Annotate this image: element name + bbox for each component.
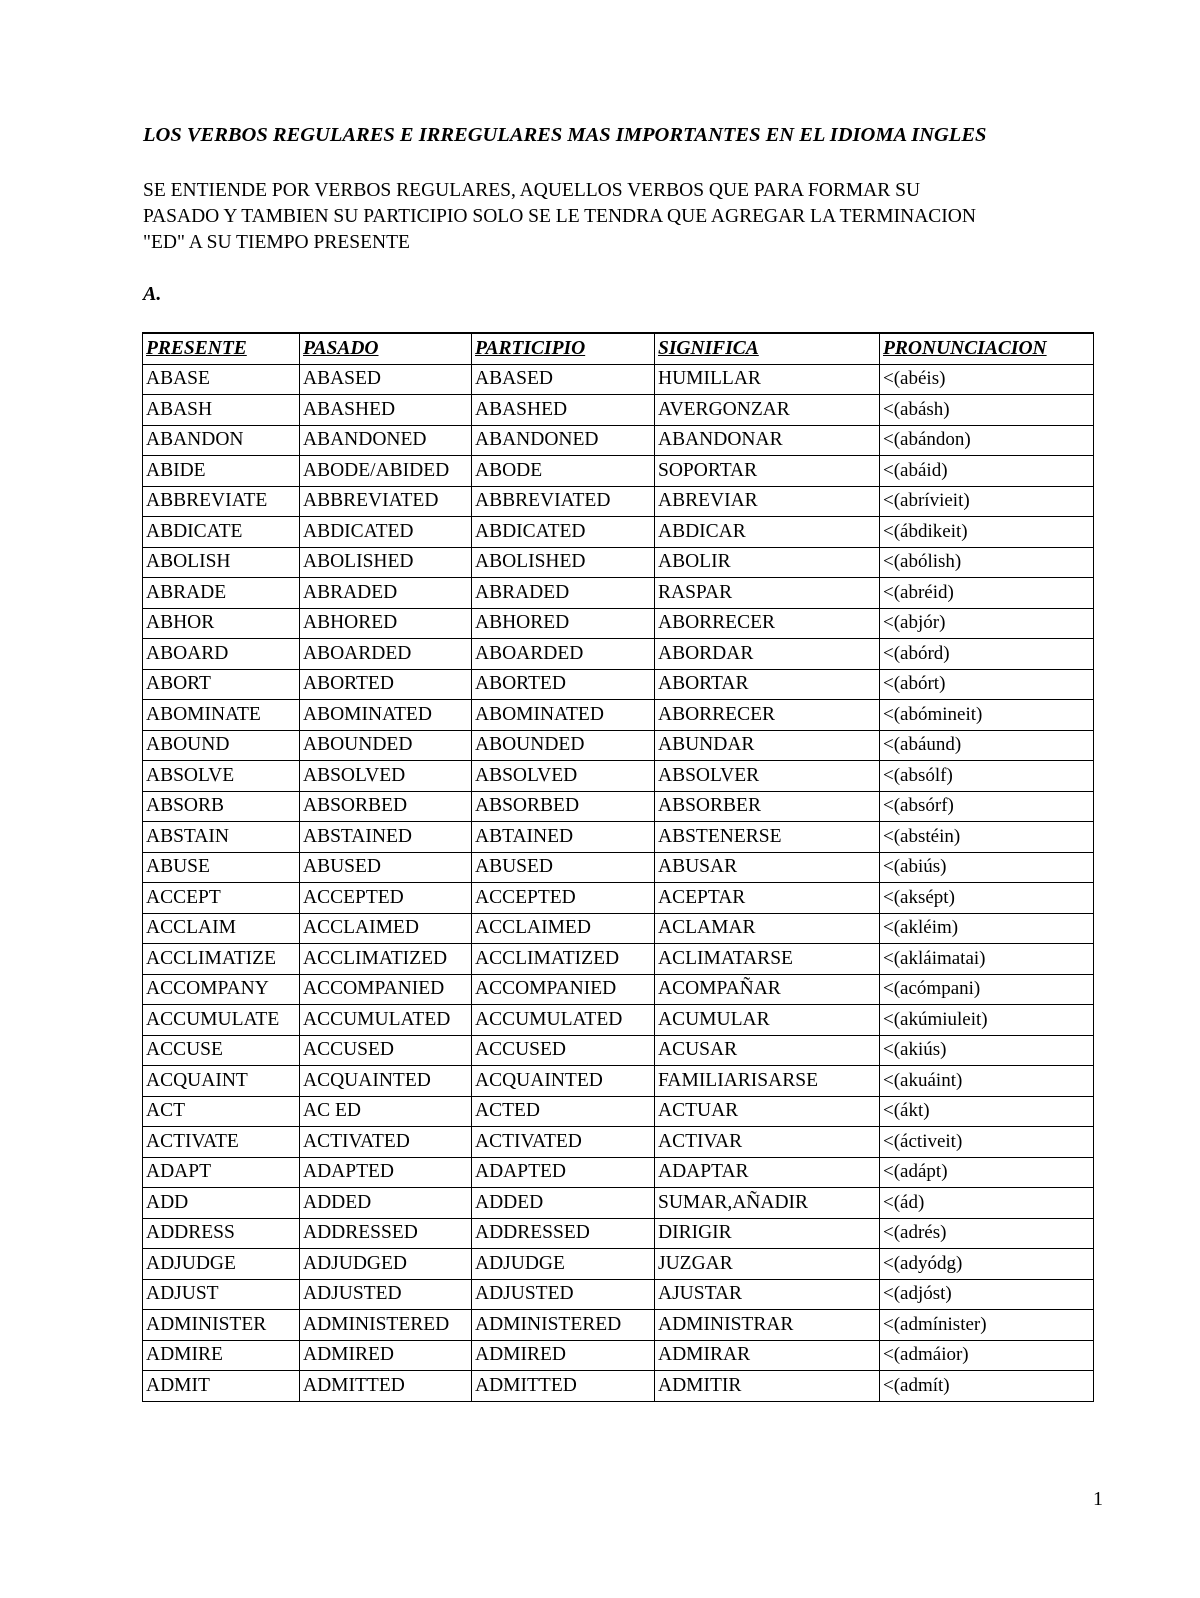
significa-cell: ADMINISTRAR [655,1310,880,1341]
pasado-cell: ABORTED [300,669,472,700]
significa-cell: ABORDAR [655,639,880,670]
pronunciacion-cell: <(ábdikeit) [880,517,1094,548]
pasado-cell: ADMITTED [300,1371,472,1402]
participio-cell: ADMITTED [472,1371,655,1402]
participio-cell: ABTAINED [472,822,655,853]
participio-cell: ADJUSTED [472,1279,655,1310]
participio-cell: ACCEPTED [472,883,655,914]
presente-cell: ABORT [143,669,300,700]
table-row [143,730,1094,761]
significa-cell: ACLIMATARSE [655,944,880,975]
significa-cell: ABORRECER [655,700,880,731]
pronunciacion-cell: <(admínister) [880,1310,1094,1341]
table-row [143,669,1094,700]
pasado-cell: AC ED [300,1096,472,1127]
table-row [143,791,1094,822]
pronunciacion-cell: <(abórt) [880,669,1094,700]
table-row [143,1157,1094,1188]
participio-cell: ABOUNDED [472,730,655,761]
presente-cell: ACCLIMATIZE [143,944,300,975]
pronunciacion-cell: <(admít) [880,1371,1094,1402]
table-row [143,1005,1094,1036]
presente-cell: ABIDE [143,456,300,487]
significa-cell: DIRIGIR [655,1218,880,1249]
participio-cell: ACCLIMATIZED [472,944,655,975]
participio-cell: ABASHED [472,395,655,426]
table-row [143,1218,1094,1249]
presente-cell: ACCUSE [143,1035,300,1066]
pronunciacion-cell: <(akuáint) [880,1066,1094,1097]
participio-cell: ABASED [472,364,655,395]
header-presente: PRESENTE [143,333,300,364]
pronunciacion-cell: <(ád) [880,1188,1094,1219]
participio-cell: ACTIVATED [472,1127,655,1158]
pasado-cell: ACCEPTED [300,883,472,914]
presente-cell: ABASH [143,395,300,426]
significa-cell: ACLAMAR [655,913,880,944]
table-row [143,364,1094,395]
table-row [143,486,1094,517]
intro-line: SE ENTIENDE POR VERBOS REGULARES, AQUELLOS VERBOS QUE PARA FORMAR SU [143,180,921,201]
table-row [143,547,1094,578]
presente-cell: ADMIRE [143,1340,300,1371]
presente-cell: ABSOLVE [143,761,300,792]
significa-cell: ADMITIR [655,1371,880,1402]
header-participio: PARTICIPIO [472,333,655,364]
pronunciacion-cell: <(absólf) [880,761,1094,792]
pasado-cell: ABDICATED [300,517,472,548]
participio-cell: ABOARDED [472,639,655,670]
pronunciacion-cell: <(abólish) [880,547,1094,578]
pasado-cell: ACQUAINTED [300,1066,472,1097]
table-row [143,456,1094,487]
presente-cell: ACCEPT [143,883,300,914]
participio-cell: ABSORBED [472,791,655,822]
pronunciacion-cell: <(akúmiuleit) [880,1005,1094,1036]
table-row [143,913,1094,944]
pasado-cell: ABASHED [300,395,472,426]
significa-cell: ABORTAR [655,669,880,700]
participio-cell: ADDRESSED [472,1218,655,1249]
table-row [143,1188,1094,1219]
participio-cell: ACTED [472,1096,655,1127]
document-title: LOS VERBOS REGULARES E IRREGULARES MAS IMPORTANTES EN EL IDIOMA INGLES [143,124,987,146]
table-row [143,1127,1094,1158]
participio-cell: ADMIRED [472,1340,655,1371]
significa-cell: ABORRECER [655,608,880,639]
significa-cell: ACOMPAÑAR [655,974,880,1005]
pronunciacion-cell: <(akiús) [880,1035,1094,1066]
significa-cell: ABOLIR [655,547,880,578]
pasado-cell: ABUSED [300,852,472,883]
participio-cell: ADAPTED [472,1157,655,1188]
presente-cell: ADAPT [143,1157,300,1188]
pasado-cell: ABASED [300,364,472,395]
header-significa: SIGNIFICA [655,333,880,364]
pasado-cell: ACCOMPANIED [300,974,472,1005]
pasado-cell: ADMINISTERED [300,1310,472,1341]
significa-cell: ACEPTAR [655,883,880,914]
participio-cell: ABDICATED [472,517,655,548]
significa-cell: ACTIVAR [655,1127,880,1158]
significa-cell: ABSTENERSE [655,822,880,853]
presente-cell: ABOARD [143,639,300,670]
significa-cell: ABUNDAR [655,730,880,761]
significa-cell: RASPAR [655,578,880,609]
pasado-cell: ACTIVATED [300,1127,472,1158]
pronunciacion-cell: <(abjór) [880,608,1094,639]
presente-cell: ABUSE [143,852,300,883]
table-row [143,1096,1094,1127]
pasado-cell: ABSTAINED [300,822,472,853]
presente-cell: ACT [143,1096,300,1127]
significa-cell: ABDICAR [655,517,880,548]
pronunciacion-cell: <(adjóst) [880,1279,1094,1310]
presente-cell: ABBREVIATE [143,486,300,517]
header-pronunciacion: PRONUNCIACION [880,333,1094,364]
presente-cell: ACQUAINT [143,1066,300,1097]
header-pasado: PASADO [300,333,472,364]
pronunciacion-cell: <(ákt) [880,1096,1094,1127]
table-row [143,578,1094,609]
table-row [143,761,1094,792]
pronunciacion-cell: <(abéis) [880,364,1094,395]
significa-cell: ABUSAR [655,852,880,883]
significa-cell: AJUSTAR [655,1279,880,1310]
table-row [143,822,1094,853]
intro-line: PASADO Y TAMBIEN SU PARTICIPIO SOLO SE LE TENDRA QUE AGREGAR LA TERMINACION [143,206,976,227]
pasado-cell: ADAPTED [300,1157,472,1188]
pronunciacion-cell: <(acómpani) [880,974,1094,1005]
pronunciacion-cell: <(abiús) [880,852,1094,883]
table-row [143,425,1094,456]
significa-cell: AVERGONZAR [655,395,880,426]
significa-cell: ABSORBER [655,791,880,822]
pasado-cell: ADDRESSED [300,1218,472,1249]
table-row [143,944,1094,975]
participio-cell: ABOMINATED [472,700,655,731]
pasado-cell: ACCLIMATIZED [300,944,472,975]
significa-cell: ADAPTAR [655,1157,880,1188]
significa-cell: ABANDONAR [655,425,880,456]
table-row [143,1279,1094,1310]
page-number: 1 [1093,1488,1103,1510]
table-row [143,1340,1094,1371]
presente-cell: ABASE [143,364,300,395]
presente-cell: ABOLISH [143,547,300,578]
section-label: A. [143,283,162,305]
participio-cell: ABHORED [472,608,655,639]
significa-cell: FAMILIARISARSE [655,1066,880,1097]
significa-cell: ACUSAR [655,1035,880,1066]
presente-cell: ACCUMULATE [143,1005,300,1036]
significa-cell: ADMIRAR [655,1340,880,1371]
table-row [143,1066,1094,1097]
participio-cell: ADDED [472,1188,655,1219]
table-row [143,883,1094,914]
pronunciacion-cell: <(akláimatai) [880,944,1094,975]
pasado-cell: ABHORED [300,608,472,639]
significa-cell: SOPORTAR [655,456,880,487]
presente-cell: ADMIT [143,1371,300,1402]
participio-cell: ABANDONED [472,425,655,456]
presente-cell: ADJUDGE [143,1249,300,1280]
significa-cell: ABSOLVER [655,761,880,792]
presente-cell: ADD [143,1188,300,1219]
pronunciacion-cell: <(abórd) [880,639,1094,670]
table-row [143,639,1094,670]
presente-cell: ABHOR [143,608,300,639]
table-row [143,974,1094,1005]
participio-cell: ADMINISTERED [472,1310,655,1341]
participio-cell: ABUSED [472,852,655,883]
pasado-cell: ADJUDGED [300,1249,472,1280]
pasado-cell: ABSORBED [300,791,472,822]
pronunciacion-cell: <(abáid) [880,456,1094,487]
presente-cell: ABANDON [143,425,300,456]
participio-cell: ABODE [472,456,655,487]
presente-cell: ABRADE [143,578,300,609]
pasado-cell: ADMIRED [300,1340,472,1371]
pasado-cell: ACCUMULATED [300,1005,472,1036]
table-header-row [143,333,1094,364]
pronunciacion-cell: <(akléim) [880,913,1094,944]
significa-cell: ACTUAR [655,1096,880,1127]
pasado-cell: ABBREVIATED [300,486,472,517]
participio-cell: ACCUSED [472,1035,655,1066]
table-row [143,608,1094,639]
table-row [143,1371,1094,1402]
table-row [143,852,1094,883]
participio-cell: ACQUAINTED [472,1066,655,1097]
presente-cell: ADDRESS [143,1218,300,1249]
table-row [143,517,1094,548]
pronunciacion-cell: <(admáior) [880,1340,1094,1371]
significa-cell: ABREVIAR [655,486,880,517]
pasado-cell: ADJUSTED [300,1279,472,1310]
pronunciacion-cell: <(absórf) [880,791,1094,822]
presente-cell: ACCLAIM [143,913,300,944]
pronunciacion-cell: <(aksépt) [880,883,1094,914]
table-row [143,1249,1094,1280]
presente-cell: ACTIVATE [143,1127,300,1158]
presente-cell: ACCOMPANY [143,974,300,1005]
participio-cell: ABOLISHED [472,547,655,578]
significa-cell: JUZGAR [655,1249,880,1280]
table-row [143,395,1094,426]
pronunciacion-cell: <(abándon) [880,425,1094,456]
participio-cell: ACCOMPANIED [472,974,655,1005]
significa-cell: SUMAR,AÑADIR [655,1188,880,1219]
participio-cell: ACCUMULATED [472,1005,655,1036]
presente-cell: ADMINISTER [143,1310,300,1341]
table-row [143,1310,1094,1341]
pronunciacion-cell: <(adrés) [880,1218,1094,1249]
pasado-cell: ABOARDED [300,639,472,670]
significa-cell: HUMILLAR [655,364,880,395]
pasado-cell: ABRADED [300,578,472,609]
pronunciacion-cell: <(abstéin) [880,822,1094,853]
pasado-cell: ABODE/ABIDED [300,456,472,487]
presente-cell: ADJUST [143,1279,300,1310]
presente-cell: ABSTAIN [143,822,300,853]
participio-cell: ADJUDGE [472,1249,655,1280]
pasado-cell: ABOLISHED [300,547,472,578]
pronunciacion-cell: <(áctiveit) [880,1127,1094,1158]
presente-cell: ABOUND [143,730,300,761]
pasado-cell: ABANDONED [300,425,472,456]
pasado-cell: ABOUNDED [300,730,472,761]
pronunciacion-cell: <(abáund) [880,730,1094,761]
intro-paragraph [143,178,1103,256]
table-row [143,700,1094,731]
pronunciacion-cell: <(adápt) [880,1157,1094,1188]
participio-cell: ABBREVIATED [472,486,655,517]
presente-cell: ABOMINATE [143,700,300,731]
pasado-cell: ACCUSED [300,1035,472,1066]
pronunciacion-cell: <(adyódg) [880,1249,1094,1280]
pronunciacion-cell: <(abrívieit) [880,486,1094,517]
table-row [143,1035,1094,1066]
pasado-cell: ABOMINATED [300,700,472,731]
presente-cell: ABSORB [143,791,300,822]
participio-cell: ABORTED [472,669,655,700]
participio-cell: ABSOLVED [472,761,655,792]
pasado-cell: ABSOLVED [300,761,472,792]
participio-cell: ACCLAIMED [472,913,655,944]
presente-cell: ABDICATE [143,517,300,548]
pasado-cell: ACCLAIMED [300,913,472,944]
verbs-table [142,332,1094,1402]
pasado-cell: ADDED [300,1188,472,1219]
pronunciacion-cell: <(abréid) [880,578,1094,609]
pronunciacion-cell: <(abásh) [880,395,1094,426]
participio-cell: ABRADED [472,578,655,609]
significa-cell: ACUMULAR [655,1005,880,1036]
pronunciacion-cell: <(abómineit) [880,700,1094,731]
table-body [143,364,1094,1401]
intro-line: "ED" A SU TIEMPO PRESENTE [143,232,410,253]
